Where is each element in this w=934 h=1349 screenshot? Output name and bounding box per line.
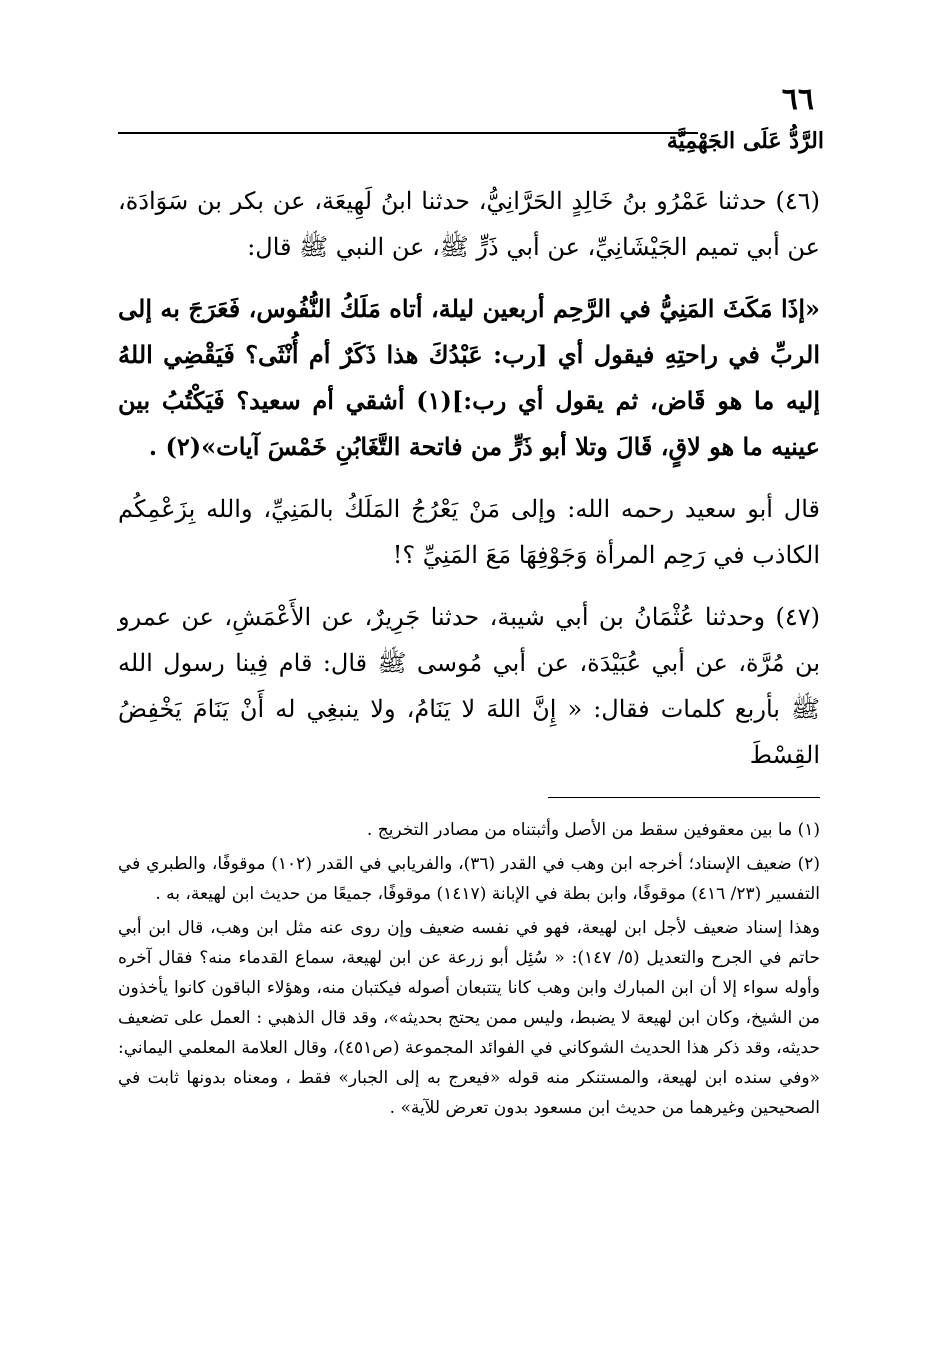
footnotes xyxy=(118,815,820,1127)
footnote-2: (٢) ضعيف الإسناد؛ أخرجه ابن وهب في القدر (٣٦)، والفريابي في القدر (١٠٢) موقوفًا، والطبري في التفسير (٢٣/ ٤١٦) موقوفًا، وابن بطة في الإبانة (١٤١٧) موقوفًا، جميعًا من حديث ابن لهيعة، به . xyxy=(118,854,820,904)
running-title: الرَّدُّ عَلَى الجَهْمِيَّة xyxy=(666,128,824,154)
hadith-46-isnad: (٤٦) حدثنا عَمْرُو بنُ خَالِدٍ الحَرَّانِيُّ، حدثنا ابنُ لَهِيعَة، عن بكر بن سَوَادَة، عن أبي تميم الجَيْشَانِيِّ، عن أبي ذَرٍّ ﷺ، عن النبي ﷺ قال: xyxy=(118,187,820,261)
footnote-2-continued: وهذا إسناد ضعيف لأجل ابن لهيعة، فهو في نفسه ضعيف وإن روى عنه مثل ابن وهب، قال ابن أبي حاتم في الجرح والتعديل (٥/ ١٤٧): « سُئِل أبو زرعة عن ابن لهيعة، سماع القدماء منه؟ فقال آخره وأوله سواء إلا أن ابن المبارك وابن وهب كانا يتتبعان أصوله فيكتبان منه، وهؤلاء الباقون كانوا يأخذون من الشيخ، وكان ابن لهيعة لا يضبط، وليس ممن يحتج بحديثه»، وقد قال الذهبي : العمل على تضعيف حديثه، وقد ذكر هذا الحديث الشوكاني في الفوائد المجموعة (ص٤٥١)، وقال العلامة المعلمي اليماني: «وفي سنده ابن لهيعة، والمستنكر منه قوله «فيعرج به إلى الجبار» فقط ، ومعناه بدونها ثابت في الصحيحين وغيرهما من حديث ابن مسعود بدون تعرض للآية» . xyxy=(118,918,820,1118)
main-text xyxy=(118,178,820,794)
footnote-1: (١) ما بين معقوفين سقط من الأصل وأثبتناه من مصادر التخريج . xyxy=(366,820,820,840)
hadith-47: (٤٧) وحدثنا عُثْمَانُ بن أبي شيبة، حدثنا جَرِيرٌ، عن الأَعْمَشِ، عن عمرو بن مُرَّة، عن أبي عُبَيْدَة، عن أبي مُوسى ﷺ قال: قام فِينا رسول الله ﷺ بأربع كلمات فقال: « إِنَّ اللهَ لا يَنَامُ، ولا ينبغِي له أَنْ يَنَامَ يَخْفِضُ القِسْطَ xyxy=(118,603,820,769)
footnote-rule xyxy=(548,797,820,798)
author-comment: قال أبو سعيد رحمه الله: وإلى مَنْ يَعْرُجُ المَلَكُ بالمَنِيِّ، والله بِزَعْمِكُم الكاذب في رَحِم المرأة وَجَوْفِهَا مَعَ المَنِيِّ ؟! xyxy=(118,495,820,569)
header-rule xyxy=(118,132,698,134)
page-number: ٦٦ xyxy=(781,82,814,117)
hadith-46-matn: «إذَا مَكَثَ المَنِيُّ في الرَّحِم أربعين ليلة، أتاه مَلَكُ النُّفُوس، فَعَرَجَ به إلى الربِّ في راحتِهِ فيقول أي [رب: عَبْدُكَ هذا ذَكَرٌ أم أُنْثَى؟ فَيَقْضِي اللهُ إليه ما هو قَاض، ثم يقول أي رب:](١) أشقي أم سعيد؟ فَيَكْتُبُ بين عينيه ما هو لاقٍ، قَالَ وتلا أبو ذَرٍّ من فاتحة التَّغَابُنِ خَمْسَ آيات»(٢) . xyxy=(118,294,820,461)
